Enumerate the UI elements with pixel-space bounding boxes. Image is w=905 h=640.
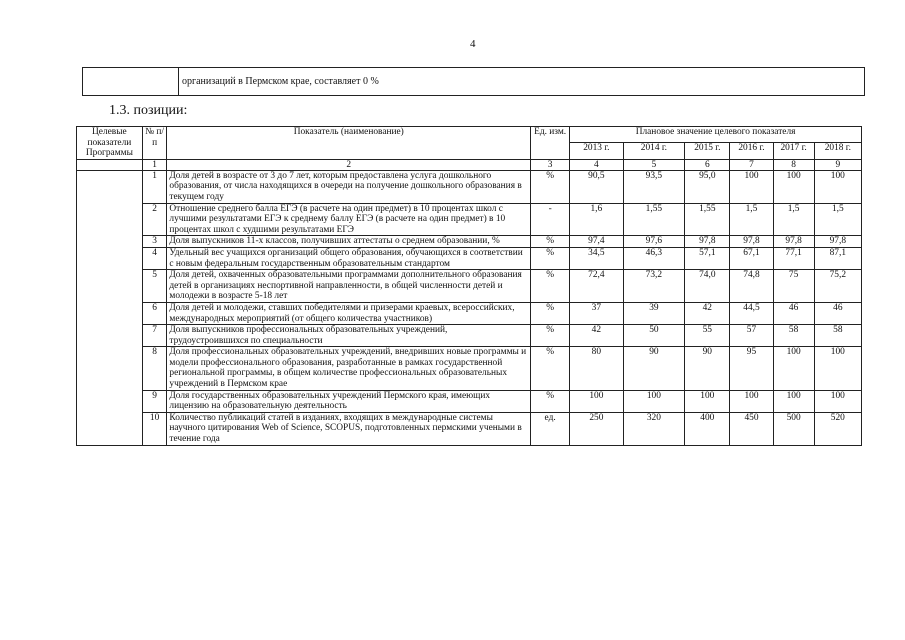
- value-cell: 44,5: [730, 302, 773, 324]
- continued-text: организаций в Пермском крае, составляет 0 %: [179, 68, 865, 96]
- value-cell: 1,6: [570, 203, 623, 236]
- value-cell: 46: [773, 302, 814, 324]
- value-cell: 520: [814, 412, 861, 445]
- table-row: [77, 347, 862, 390]
- unit-cell: %: [531, 170, 570, 203]
- value-cell: 95,0: [685, 170, 730, 203]
- header-year: 2014 г.: [623, 143, 685, 159]
- header-num: № п/п: [142, 127, 167, 160]
- table-row: [77, 390, 862, 412]
- value-cell: 100: [814, 170, 861, 203]
- value-cell: 97,8: [814, 236, 861, 248]
- value-cell: 1,5: [730, 203, 773, 236]
- value-cell: 55: [685, 325, 730, 347]
- row-number: 3: [142, 236, 167, 248]
- table-row: [77, 247, 862, 269]
- column-numbers-row: [77, 159, 862, 170]
- header-year: 2018 г.: [814, 143, 861, 159]
- header-planned: Плановое значение целевого показателя: [570, 127, 862, 143]
- unit-cell: %: [531, 347, 570, 390]
- value-cell: 74,0: [685, 270, 730, 303]
- value-cell: 87,1: [814, 247, 861, 269]
- empty-cell: [83, 68, 179, 96]
- group-cell: [77, 170, 143, 445]
- value-cell: 77,1: [773, 247, 814, 269]
- table-row: [77, 412, 862, 445]
- indicator-name: Отношение среднего балла ЕГЭ (в расчете на один предмет) в 10 процентах школ с лучшими результатами ЕГЭ к среднему баллу ЕГЭ (в расчете на один предмет) в 10 процентах школ с худшими результатами ЕГЭ: [167, 203, 531, 236]
- empty-cell: [77, 159, 143, 170]
- column-number: 8: [773, 159, 814, 170]
- table-row: [77, 270, 862, 303]
- value-cell: 100: [773, 170, 814, 203]
- value-cell: 400: [685, 412, 730, 445]
- unit-cell: %: [531, 270, 570, 303]
- value-cell: 100: [730, 170, 773, 203]
- value-cell: 97,4: [570, 236, 623, 248]
- header-year: 2016 г.: [730, 143, 773, 159]
- header-unit: Ед. изм.: [531, 127, 570, 160]
- row-number: 9: [142, 390, 167, 412]
- continued-table-row: [82, 67, 865, 96]
- value-cell: 50: [623, 325, 685, 347]
- column-number: 7: [730, 159, 773, 170]
- value-cell: 100: [814, 347, 861, 390]
- value-cell: 58: [814, 325, 861, 347]
- column-number: 4: [570, 159, 623, 170]
- value-cell: 1,5: [814, 203, 861, 236]
- row-number: 4: [142, 247, 167, 269]
- value-cell: 75,2: [814, 270, 861, 303]
- value-cell: 1,55: [623, 203, 685, 236]
- unit-cell: %: [531, 247, 570, 269]
- value-cell: 250: [570, 412, 623, 445]
- value-cell: 100: [623, 390, 685, 412]
- header-year: 2015 г.: [685, 143, 730, 159]
- row-number: 2: [142, 203, 167, 236]
- unit-cell: -: [531, 203, 570, 236]
- header-year: 2013 г.: [570, 143, 623, 159]
- indicator-name: Количество публикаций статей в изданиях, входящих в международные системы научного цитирования Web of Science, SCOPUS, подготовленных пермскими учеными в течение года: [167, 412, 531, 445]
- unit-cell: %: [531, 325, 570, 347]
- value-cell: 57: [730, 325, 773, 347]
- indicator-name: Удельный вес учащихся организаций общего образования, обучающихся в соответствии с новым федеральным государственным образовательным стандартом: [167, 247, 531, 269]
- table-row: [77, 203, 862, 236]
- table-row: [77, 170, 862, 203]
- table-row: [77, 302, 862, 324]
- header-group: Целевые показатели Программы: [77, 127, 143, 160]
- row-number: 6: [142, 302, 167, 324]
- column-number: 1: [142, 159, 167, 170]
- column-number: 9: [814, 159, 861, 170]
- value-cell: 1,55: [685, 203, 730, 236]
- value-cell: 74,8: [730, 270, 773, 303]
- value-cell: 93,5: [623, 170, 685, 203]
- unit-cell: %: [531, 302, 570, 324]
- column-number: 3: [531, 159, 570, 170]
- value-cell: 450: [730, 412, 773, 445]
- indicator-name: Доля детей, охваченных образовательными программами дополнительного образования детей в организациях неспортивной направленности, в общей численности детей и молодежи в возрасте 5-18 лет: [167, 270, 531, 303]
- row-number: 8: [142, 347, 167, 390]
- value-cell: 320: [623, 412, 685, 445]
- value-cell: 97,6: [623, 236, 685, 248]
- value-cell: 73,2: [623, 270, 685, 303]
- indicators-table: [76, 126, 862, 446]
- row-number: 1: [142, 170, 167, 203]
- row-number: 5: [142, 270, 167, 303]
- value-cell: 46,3: [623, 247, 685, 269]
- value-cell: 37: [570, 302, 623, 324]
- row-number: 10: [142, 412, 167, 445]
- value-cell: 34,5: [570, 247, 623, 269]
- value-cell: 72,4: [570, 270, 623, 303]
- value-cell: 97,8: [685, 236, 730, 248]
- value-cell: 46: [814, 302, 861, 324]
- value-cell: 57,1: [685, 247, 730, 269]
- value-cell: 100: [685, 390, 730, 412]
- indicator-name: Доля выпускников 11-х классов, получивших аттестаты о среднем образовании, %: [167, 236, 531, 248]
- value-cell: 100: [773, 347, 814, 390]
- value-cell: 100: [773, 390, 814, 412]
- indicator-name: Доля государственных образовательных учреждений Пермского края, имеющих лицензию на образовательную деятельность: [167, 390, 531, 412]
- unit-cell: %: [531, 236, 570, 248]
- value-cell: 39: [623, 302, 685, 324]
- table-row: [77, 325, 862, 347]
- value-cell: 1,5: [773, 203, 814, 236]
- header-indicator: Показатель (наименование): [167, 127, 531, 160]
- value-cell: 42: [570, 325, 623, 347]
- value-cell: 80: [570, 347, 623, 390]
- table-row: [77, 236, 862, 248]
- value-cell: 90: [685, 347, 730, 390]
- page-number: 4: [470, 38, 476, 50]
- indicator-name: Доля выпускников профессиональных образовательных учреждений, трудоустроившихся по специальности: [167, 325, 531, 347]
- value-cell: 58: [773, 325, 814, 347]
- column-number: 5: [623, 159, 685, 170]
- value-cell: 500: [773, 412, 814, 445]
- value-cell: 97,8: [730, 236, 773, 248]
- value-cell: 100: [814, 390, 861, 412]
- header-year: 2017 г.: [773, 143, 814, 159]
- unit-cell: ед.: [531, 412, 570, 445]
- value-cell: 75: [773, 270, 814, 303]
- value-cell: 42: [685, 302, 730, 324]
- value-cell: 90,5: [570, 170, 623, 203]
- value-cell: 100: [730, 390, 773, 412]
- value-cell: 95: [730, 347, 773, 390]
- section-title: 1.3. позиции:: [109, 103, 188, 118]
- value-cell: 100: [570, 390, 623, 412]
- column-number: 2: [167, 159, 531, 170]
- column-number: 6: [685, 159, 730, 170]
- unit-cell: %: [531, 390, 570, 412]
- indicator-name: Доля детей в возрасте от 3 до 7 лет, которым предоставлена услуга дошкольного образования, от числа находящихся в очереди на получение дошкольного образования в текущем году: [167, 170, 531, 203]
- value-cell: 97,8: [773, 236, 814, 248]
- indicator-name: Доля детей и молодежи, ставших победителями и призерами краевых, всероссийских, международных мероприятий (от общего количества участников): [167, 302, 531, 324]
- indicator-name: Доля профессиональных образовательных учреждений, внедривших новые программы и модели профессионального образования, разработанные в рамках государственной региональной программы, в общем количестве профессиональных образовательных учреждений в Пермском крае: [167, 347, 531, 390]
- value-cell: 67,1: [730, 247, 773, 269]
- row-number: 7: [142, 325, 167, 347]
- value-cell: 90: [623, 347, 685, 390]
